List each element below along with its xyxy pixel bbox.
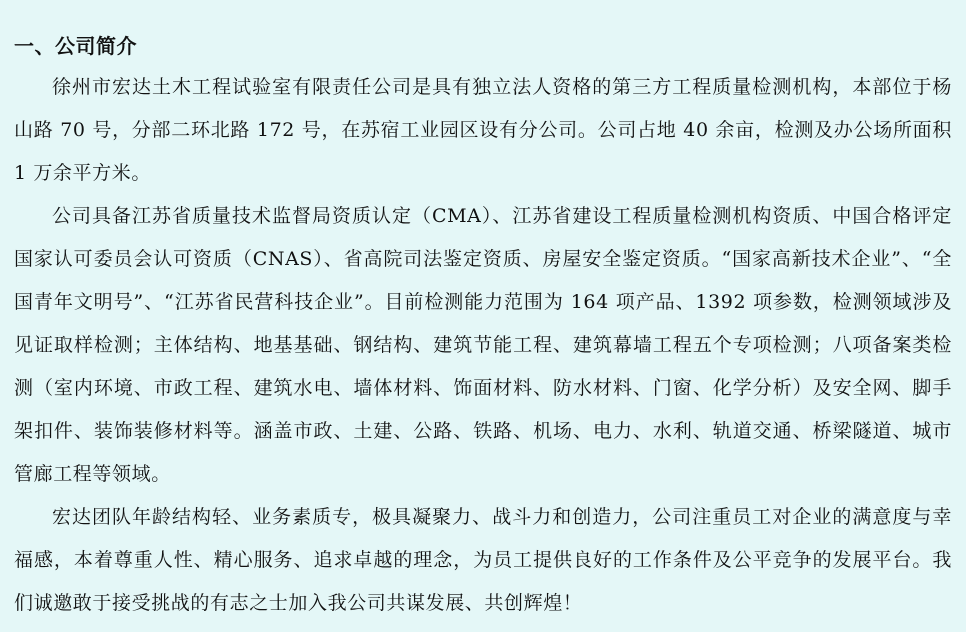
paragraph-team: 宏达团队年龄结构轻、业务素质专，极具凝聚力、战斗力和创造力，公司注重员工对企业的满意度与幸福感，本着尊重人性、精心服务、追求卓越的理念，为员工提供良好的工作条件及公平竞争的发展平台。我们诚邀敢于接受挑战的有志之士加入我公司共谋发展、共创辉煌！ (14, 506, 952, 614)
section-body (14, 66, 952, 625)
section-heading: 一、公司简介 (14, 34, 137, 58)
paragraph-company-overview: 徐州市宏达土木工程试验室有限责任公司是具有独立法人资格的第三方工程质量检测机构，本部位于杨山路 70 号，分部二环北路 172 号，在苏宿工业园区设有分公司。公司占地 40 余亩，检测及办公场所面积 1 万余平方米。 (14, 76, 952, 184)
paragraph-qualifications: 公司具备江苏省质量技术监督局资质认定（CMA）、江苏省建设工程质量检测机构资质、中国合格评定国家认可委员会认可资质（CNAS）、省高院司法鉴定资质、房屋安全鉴定资质。“国家高新技术企业”、“全国青年文明号”、“江苏省民营科技企业”。目前检测能力范围为 164 项产品、1392 项参数，检测领域涉及见证取样检测；主体结构、地基基础、钢结构、建筑节能工程、建筑幕墙工程五个专项检测；八项备案类检测（室内环境、市政工程、建筑水电、墙体材料、饰面材料、防水材料、门窗、化学分析）及安全网、脚手架扣件、装饰装修材料等。涵盖市政、土建、公路、铁路、机场、电力、水利、轨道交通、桥梁隧道、城市管廊工程等领域。 (14, 205, 952, 485)
